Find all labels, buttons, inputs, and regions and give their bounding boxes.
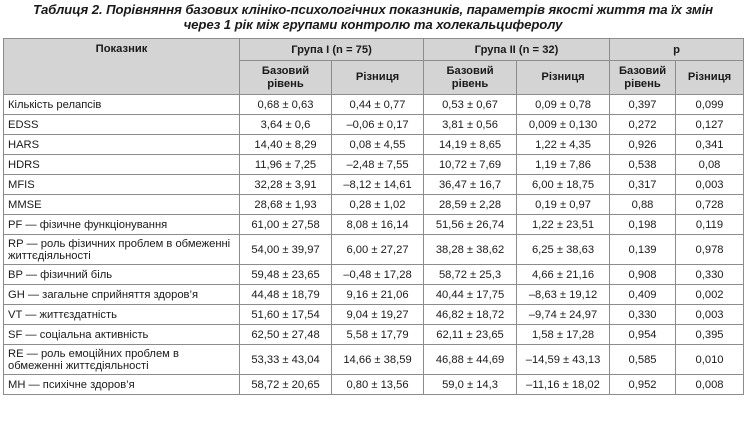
comparison-table [3, 38, 744, 395]
cell-group1-difference: –0,48 ± 17,28 [332, 265, 424, 285]
table-caption [3, 2, 743, 32]
cell-group1-difference: –2,48 ± 7,55 [332, 155, 424, 175]
cell-group2-difference: –9,74 ± 24,97 [517, 305, 610, 325]
cell-group2-difference: 6,25 ± 38,63 [517, 235, 610, 265]
row-label: EDSS [4, 115, 240, 135]
cell-p-baseline: 0,926 [610, 135, 676, 155]
cell-group2-baseline: 3,81 ± 0,56 [424, 115, 517, 135]
cell-p-difference: 0,003 [676, 305, 744, 325]
cell-group2-difference: 1,22 ± 4,35 [517, 135, 610, 155]
header-p: p [610, 39, 744, 61]
cell-group1-difference: 14,66 ± 38,59 [332, 345, 424, 375]
cell-p-baseline: 0,538 [610, 155, 676, 175]
cell-p-difference: 0,728 [676, 195, 744, 215]
cell-p-difference: 0,008 [676, 375, 744, 395]
cell-group2-baseline: 10,72 ± 7,69 [424, 155, 517, 175]
caption-line-1: Таблиця 2. Порівняння базових клініко-психологічних показників, параметрів якості життя та їх змін [32, 2, 714, 17]
cell-group1-difference: 6,00 ± 27,27 [332, 235, 424, 265]
cell-group1-difference: 0,44 ± 0,77 [332, 95, 424, 115]
cell-p-difference: 0,341 [676, 135, 744, 155]
table-row [4, 95, 744, 115]
header-p-baseline: Базовий рівень [610, 61, 676, 95]
table-header [4, 39, 744, 95]
header-g2-difference: Різниця [517, 61, 610, 95]
cell-p-difference: 0,127 [676, 115, 744, 135]
cell-group1-baseline: 0,68 ± 0,63 [240, 95, 332, 115]
cell-p-baseline: 0,397 [610, 95, 676, 115]
cell-group1-difference: –0,06 ± 0,17 [332, 115, 424, 135]
cell-group2-baseline: 0,53 ± 0,67 [424, 95, 517, 115]
header-group-2: Група ІІ (n = 32) [424, 39, 610, 61]
cell-group1-baseline: 62,50 ± 27,48 [240, 325, 332, 345]
row-label: SF — соціальна активність [4, 325, 240, 345]
cell-group2-baseline: 62,11 ± 23,65 [424, 325, 517, 345]
cell-p-baseline: 0,330 [610, 305, 676, 325]
cell-group1-difference: 0,08 ± 4,55 [332, 135, 424, 155]
cell-group2-baseline: 58,72 ± 25,3 [424, 265, 517, 285]
row-label: RE — роль емоційних проблем в обмеженні життєдіяльності [4, 345, 240, 375]
table-row [4, 175, 744, 195]
cell-group1-difference: 5,58 ± 17,79 [332, 325, 424, 345]
cell-group2-difference: 0,09 ± 0,78 [517, 95, 610, 115]
cell-group2-baseline: 40,44 ± 17,75 [424, 285, 517, 305]
cell-group2-baseline: 38,28 ± 38,62 [424, 235, 517, 265]
cell-group1-baseline: 44,48 ± 18,79 [240, 285, 332, 305]
row-label: RP — роль фізичних проблем в обмеженні життєдіяльності [4, 235, 240, 265]
table-row [4, 135, 744, 155]
row-label: MH — психічне здоров’я [4, 375, 240, 395]
cell-group1-difference: 8,08 ± 16,14 [332, 215, 424, 235]
table-body [4, 95, 744, 395]
cell-group1-baseline: 3,64 ± 0,6 [240, 115, 332, 135]
cell-p-difference: 0,003 [676, 175, 744, 195]
cell-p-difference: 0,395 [676, 325, 744, 345]
cell-group2-baseline: 36,47 ± 16,7 [424, 175, 517, 195]
cell-group2-difference: –8,63 ± 19,12 [517, 285, 610, 305]
cell-group2-baseline: 59,0 ± 14,3 [424, 375, 517, 395]
cell-group2-baseline: 51,56 ± 26,74 [424, 215, 517, 235]
cell-p-baseline: 0,139 [610, 235, 676, 265]
row-label: MMSE [4, 195, 240, 215]
cell-group2-difference: 6,00 ± 18,75 [517, 175, 610, 195]
table-row [4, 285, 744, 305]
row-label: HDRS [4, 155, 240, 175]
caption-line-2: через 1 рік між групами контролю та холекальциферолу [183, 17, 563, 32]
row-label: MFIS [4, 175, 240, 195]
cell-group1-baseline: 28,68 ± 1,93 [240, 195, 332, 215]
header-g1-difference: Різниця [332, 61, 424, 95]
cell-p-baseline: 0,88 [610, 195, 676, 215]
table-row [4, 115, 744, 135]
table-row [4, 305, 744, 325]
cell-group2-difference: –14,59 ± 43,13 [517, 345, 610, 375]
cell-p-difference: 0,330 [676, 265, 744, 285]
header-g1-baseline: Базовий рівень [240, 61, 332, 95]
cell-group2-difference: 4,66 ± 21,16 [517, 265, 610, 285]
header-indicator: Показник [4, 39, 240, 95]
cell-group1-baseline: 53,33 ± 43,04 [240, 345, 332, 375]
table-row [4, 215, 744, 235]
table-row [4, 325, 744, 345]
cell-group1-difference: 9,04 ± 19,27 [332, 305, 424, 325]
cell-p-baseline: 0,585 [610, 345, 676, 375]
cell-p-difference: 0,002 [676, 285, 744, 305]
cell-group2-baseline: 46,82 ± 18,72 [424, 305, 517, 325]
cell-p-difference: 0,010 [676, 345, 744, 375]
table-row [4, 265, 744, 285]
cell-group1-baseline: 14,40 ± 8,29 [240, 135, 332, 155]
cell-group2-difference: 1,22 ± 23,51 [517, 215, 610, 235]
table-row [4, 155, 744, 175]
cell-p-baseline: 0,317 [610, 175, 676, 195]
table-row [4, 375, 744, 395]
cell-p-baseline: 0,272 [610, 115, 676, 135]
table-row [4, 235, 744, 265]
cell-group1-baseline: 59,48 ± 23,65 [240, 265, 332, 285]
cell-group2-difference: 1,19 ± 7,86 [517, 155, 610, 175]
table-row [4, 195, 744, 215]
row-label: PF — фізичне функціонування [4, 215, 240, 235]
cell-group1-difference: 0,28 ± 1,02 [332, 195, 424, 215]
cell-p-difference: 0,08 [676, 155, 744, 175]
cell-group2-difference: 0,19 ± 0,97 [517, 195, 610, 215]
cell-p-baseline: 0,908 [610, 265, 676, 285]
cell-group1-difference: 0,80 ± 13,56 [332, 375, 424, 395]
table-row [4, 345, 744, 375]
header-group-1: Група І (n = 75) [240, 39, 424, 61]
row-label: VT — життєздатність [4, 305, 240, 325]
cell-p-baseline: 0,198 [610, 215, 676, 235]
row-label: Кількість релапсів [4, 95, 240, 115]
cell-p-difference: 0,099 [676, 95, 744, 115]
cell-p-difference: 0,119 [676, 215, 744, 235]
cell-group1-baseline: 61,00 ± 27,58 [240, 215, 332, 235]
cell-p-baseline: 0,952 [610, 375, 676, 395]
cell-group1-difference: –8,12 ± 14,61 [332, 175, 424, 195]
cell-group1-baseline: 58,72 ± 20,65 [240, 375, 332, 395]
cell-group1-baseline: 54,00 ± 39,97 [240, 235, 332, 265]
cell-p-difference: 0,978 [676, 235, 744, 265]
row-label: HARS [4, 135, 240, 155]
cell-group1-baseline: 51,60 ± 17,54 [240, 305, 332, 325]
cell-group2-difference: 0,009 ± 0,130 [517, 115, 610, 135]
row-label: BP — фізичний біль [4, 265, 240, 285]
header-p-difference: Різниця [676, 61, 744, 95]
cell-group2-baseline: 14,19 ± 8,65 [424, 135, 517, 155]
cell-group1-baseline: 11,96 ± 7,25 [240, 155, 332, 175]
header-g2-baseline: Базовий рівень [424, 61, 517, 95]
cell-group2-baseline: 28,59 ± 2,28 [424, 195, 517, 215]
cell-group2-difference: –11,16 ± 18,02 [517, 375, 610, 395]
cell-p-baseline: 0,409 [610, 285, 676, 305]
cell-group2-difference: 1,58 ± 17,28 [517, 325, 610, 345]
cell-group2-baseline: 46,88 ± 44,69 [424, 345, 517, 375]
cell-group1-baseline: 32,28 ± 3,91 [240, 175, 332, 195]
row-label: GH — загальне сприйняття здоров’я [4, 285, 240, 305]
cell-p-baseline: 0,954 [610, 325, 676, 345]
cell-group1-difference: 9,16 ± 21,06 [332, 285, 424, 305]
